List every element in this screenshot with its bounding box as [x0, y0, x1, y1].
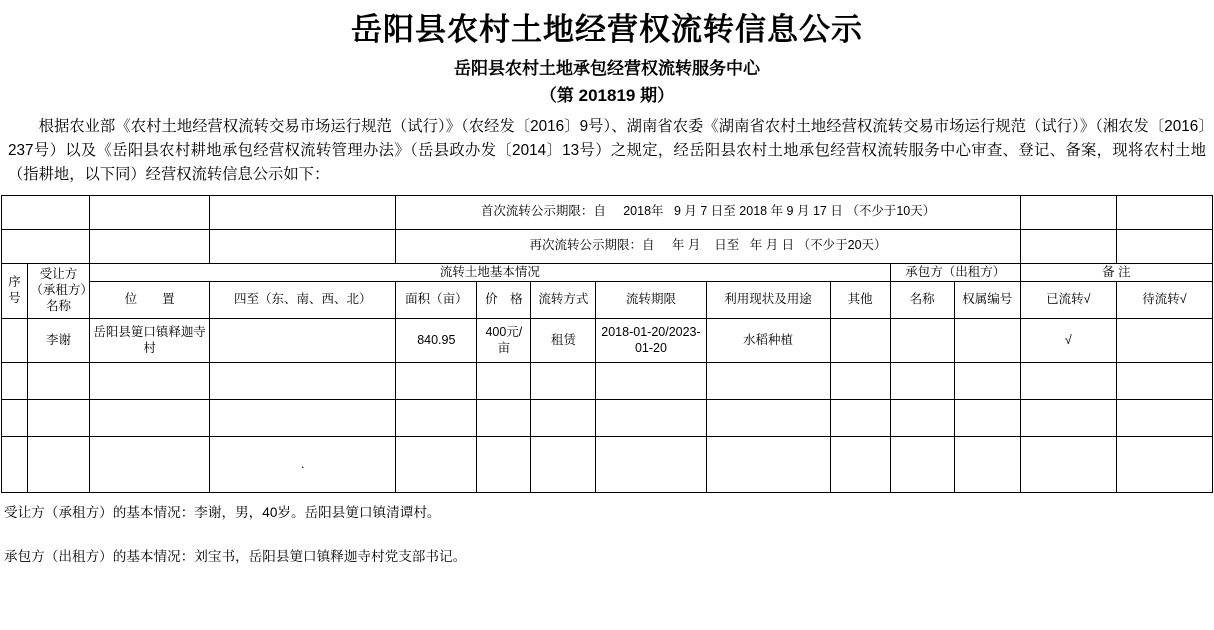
cell-mode: 租赁 — [531, 319, 596, 363]
col-header-land-info: 流转土地基本情况 — [90, 263, 891, 282]
col-header-remark: 备 注 — [1020, 263, 1212, 282]
second-period-spacer-left — [2, 229, 90, 263]
second-period-spacer-mid — [90, 229, 210, 263]
cell-other — [830, 400, 890, 437]
cell-boundaries — [210, 363, 396, 400]
col-header-location: 位 置 — [90, 282, 210, 319]
first-period-spacer-right1 — [1020, 195, 1116, 229]
cell-seq — [2, 363, 28, 400]
cell-lessee — [28, 437, 90, 493]
cell-name — [890, 400, 954, 437]
cell-term — [596, 363, 706, 400]
cell-right-code — [954, 319, 1020, 363]
cell-location: 岳阳县筻口镇释迦寺村 — [90, 319, 210, 363]
intro-paragraph: 根据农业部《农村土地经营权流转交易市场运行规范（试行）》（农经发〔2016〕9号）、湖南省农委《湖南省农村土地经营权流转交易市场运行规范（试行）》（湘农发〔2016〕237号）以及《岳阳县农村耕地承包经营权流转管理办法》（岳县政办发〔2014〕13号）之规定，经岳阳县农村土地承包经营权流转服务中心审查、登记、备案，现将农村土地（指耕地，以下同）经营权流转信息公示如下： — [8, 118, 1206, 183]
cell-area — [396, 437, 477, 493]
cell-seq — [2, 319, 28, 363]
cell-seq — [2, 400, 28, 437]
cell-to-transfer-check — [1116, 437, 1212, 493]
cell-area: 840.95 — [396, 319, 477, 363]
cell-lessee — [28, 400, 90, 437]
first-period-cell — [396, 195, 1020, 229]
cell-transferred-check — [1020, 400, 1116, 437]
cell-term — [596, 437, 706, 493]
first-period-end-date: 2018 年 9 月 17 日 — [739, 204, 843, 219]
col-header-price: 价 格 — [477, 282, 531, 319]
second-period-start-date: 年 月 — [671, 238, 701, 253]
cell-price: 400元/亩 — [477, 319, 531, 363]
table-row — [2, 437, 1213, 493]
cell-location — [90, 400, 210, 437]
cell-other — [830, 363, 890, 400]
cell-area — [396, 363, 477, 400]
first-period-start-date: 9 月 7 — [673, 204, 708, 219]
issue-number: （第 201819 期） — [539, 86, 675, 106]
table-row — [2, 400, 1213, 437]
second-period-spacer-right2 — [1116, 229, 1212, 263]
cell-usage — [706, 437, 830, 493]
col-header-area: 面积（亩） — [396, 282, 477, 319]
second-period-spacer-mid2 — [210, 229, 396, 263]
cell-mode — [531, 400, 596, 437]
cell-term: 2018-01-20/2023-01-20 — [596, 319, 706, 363]
cell-usage — [706, 363, 830, 400]
cell-transferred-check — [1020, 363, 1116, 400]
col-header-usage: 利用现状及用途 — [706, 282, 830, 319]
col-header-boundaries: 四至（东、南、西、北） — [210, 282, 396, 319]
cell-name — [890, 319, 954, 363]
cell-usage: 水稻种植 — [706, 319, 830, 363]
cell-mode — [531, 437, 596, 493]
cell-mode — [531, 363, 596, 400]
second-period-note: （不少于20天） — [797, 238, 887, 253]
lessee-basic-info: 受让方（承租方）的基本情况：李谢，男，40岁。岳阳县筻口镇清谭村。 — [4, 505, 441, 521]
page-title: 岳阳县农村土地经营权流转信息公示 — [351, 12, 863, 47]
col-header-to-transfer: 待流转√ — [1116, 282, 1212, 319]
cell-price — [477, 363, 531, 400]
first-period-spacer-left — [2, 195, 90, 229]
second-period-end-date: 年 月 日 — [749, 238, 795, 253]
cell-seq — [2, 437, 28, 493]
first-period-label: 首次流转公示期限：自 — [480, 204, 606, 219]
col-header-transferred: 已流转√ — [1020, 282, 1116, 319]
table-row — [2, 319, 1213, 363]
second-period-cell — [396, 229, 1020, 263]
cell-other — [830, 319, 890, 363]
cell-location — [90, 437, 210, 493]
cell-price — [477, 437, 531, 493]
cell-transferred-check — [1020, 437, 1116, 493]
cell-price — [477, 400, 531, 437]
col-header-right-code: 权属编号 — [954, 282, 1020, 319]
cell-other — [830, 437, 890, 493]
cell-to-transfer-check — [1116, 319, 1212, 363]
cell-to-transfer-check — [1116, 400, 1212, 437]
contractor-basic-info: 承包方（出租方）的基本情况：刘宝书，岳阳县筻口镇释迦寺村党支部书记。 — [4, 548, 467, 564]
cell-lessee: 李谢 — [28, 319, 90, 363]
cell-boundaries — [210, 319, 396, 363]
public-notice-table — [1, 195, 1213, 494]
cell-right-code — [954, 437, 1020, 493]
cell-boundaries — [210, 400, 396, 437]
first-period-note: （不少于10天） — [846, 204, 936, 219]
first-period-spacer-mid — [90, 195, 210, 229]
page-subtitle: 岳阳县农村土地承包经营权流转服务中心 — [454, 58, 760, 78]
first-period-start-year: 2018年 — [623, 204, 664, 219]
col-header-seq: 序号 — [2, 263, 28, 319]
cell-area — [396, 400, 477, 437]
second-period-spacer-right1 — [1020, 229, 1116, 263]
col-header-contractor: 承包方（出租方） — [890, 263, 1020, 282]
first-period-row — [2, 195, 1213, 229]
cell-name — [890, 437, 954, 493]
公示页面 — [0, 12, 1214, 630]
cell-boundaries: . — [210, 437, 396, 493]
table-sub-header-row — [2, 282, 1213, 319]
cell-to-transfer-check — [1116, 363, 1212, 400]
col-header-name: 名称 — [890, 282, 954, 319]
first-period-spacer-mid2 — [210, 195, 396, 229]
cell-term — [596, 400, 706, 437]
cell-name — [890, 363, 954, 400]
col-header-other: 其他 — [830, 282, 890, 319]
cell-right-code — [954, 363, 1020, 400]
cell-lessee — [28, 363, 90, 400]
cell-location — [90, 363, 210, 400]
second-period-label: 再次流转公示期限：自 — [529, 238, 655, 253]
second-period-row — [2, 229, 1213, 263]
table-row — [2, 363, 1213, 400]
cell-transferred-check: √ — [1020, 319, 1116, 363]
second-period-mid: 日至 — [714, 238, 740, 253]
cell-right-code — [954, 400, 1020, 437]
col-header-term: 流转期限 — [596, 282, 706, 319]
col-header-lessee: 受让方（承租方）名称 — [28, 263, 90, 319]
col-header-mode: 流转方式 — [531, 282, 596, 319]
cell-usage — [706, 400, 830, 437]
first-period-mid: 日至 — [710, 204, 736, 219]
first-period-spacer-right2 — [1116, 195, 1212, 229]
table-group-header-row — [2, 263, 1213, 282]
